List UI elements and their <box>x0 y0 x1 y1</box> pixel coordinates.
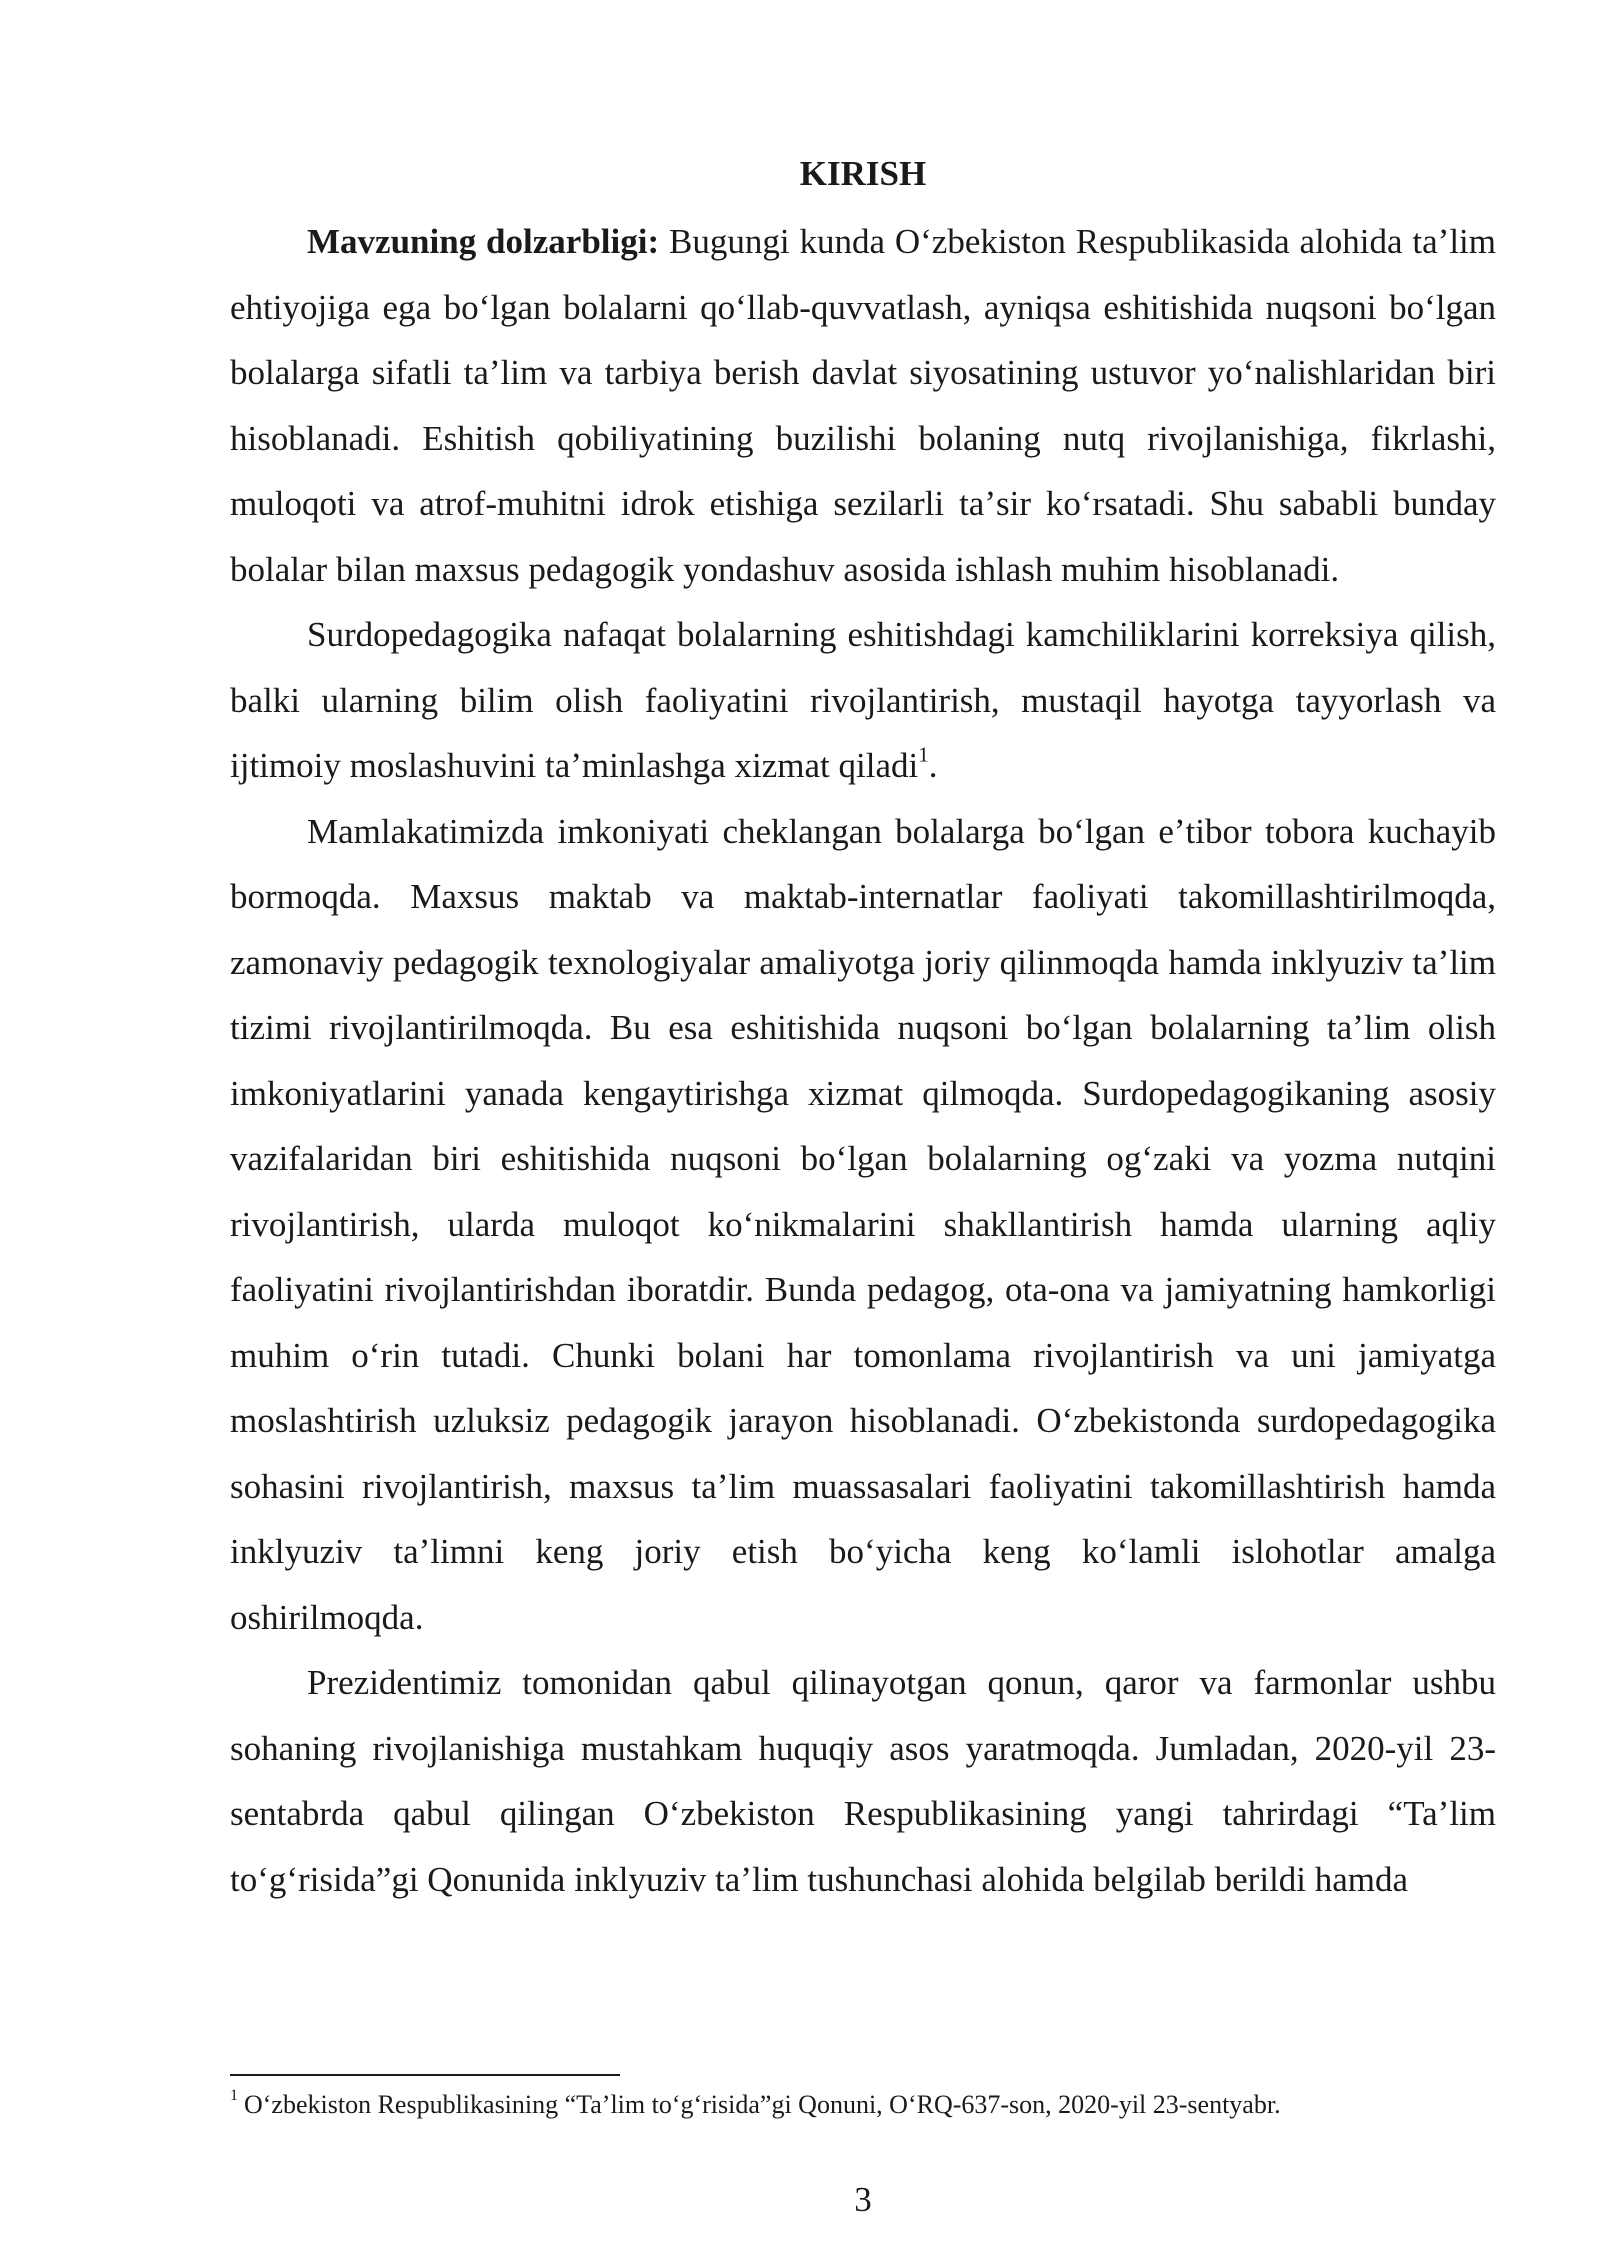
paragraph-surdopedagogy <box>230 602 1496 799</box>
paragraph-national-attention <box>230 799 1496 1651</box>
paragraph-text-end: . <box>928 746 938 785</box>
footnote-reference[interactable]: 1 <box>918 742 929 767</box>
body-text <box>230 209 1496 1912</box>
footnote-separator <box>230 2074 620 2076</box>
paragraph-relevance <box>230 209 1496 602</box>
paragraph-text: Prezidentimiz tomonidan qabul qilinayotgan qonun, qaror va farmonlar ushbu sohaning rivojlanishiga mustahkam huquqiy asos yaratmoqda. Jumladan, 2020-yil 23-sentabrda qabul qilingan Oʻzbekiston Respublikasining yangi tahrirdagi “Taʼlim toʻgʻrisida”gi Qonunida inklyuziv taʼlim tushunchasi alohida belgilab berildi hamda <box>230 1663 1496 1899</box>
footnote-text: Oʻzbekiston Respublikasining “Taʼlim toʻgʻrisida”gi Qonuni, OʻRQ-637-son, 2020-yil 23-sentyabr. <box>244 2090 1281 2119</box>
paragraph-text: Surdopedagogika nafaqat bolalarning eshitishdagi kamchiliklarini korreksiya qilish, balki ularning bilim olish faoliyatini rivojlantirish, mustaqil hayotga tayyorlash va ijtimoiy moslashuvini taʼminlashga xizmat qiladi <box>230 615 1496 785</box>
paragraph-text: Mamlakatimizda imkoniyati cheklangan bolalarga boʻlgan eʼtibor tobora kuchayib bormoqda. Maxsus maktab va maktab-internatlar faoliyati takomillashtirilmoqda, zamonaviy pedagogik texnologiyalar amaliyotga joriy qilinmoqda hamda inklyuziv taʼlim tizimi rivojlantirilmoqda. Bu esa eshitishida nuqsoni boʻlgan bolalarning taʼlim olish imkoniyatlarini yanada kengaytirishga xizmat qilmoqda. Surdopedagogikaning asosiy vazifalaridan biri eshitishida nuqsoni boʻlgan bolalarning ogʻzaki va yozma nutqini rivojlantirish, ularda muloqot koʻnikmalarini shakllantirish hamda ularning aqliy faoliyatini rivojlantirishdan iboratdir. Bunda pedagog, ota-ona va jamiyatning hamkorligi muhim oʻrin tutadi. Chunki bolani har tomonlama rivojlantirish va uni jamiyatga moslashtirish uzluksiz pedagogik jarayon hisoblanadi. Oʻzbekistonda surdopedagogika sohasini rivojlantirish, maxsus taʼlim muassasalari faoliyatini takomillashtirish hamda inklyuziv taʼlimni keng joriy etish boʻyicha keng koʻlamli islohotlar amalga oshirilmoqda. <box>230 811 1496 1637</box>
paragraph-legal-basis <box>230 1650 1496 1912</box>
paragraph-lead-label: Mavzuning dolzarbligi: <box>307 222 660 261</box>
footnote <box>230 2087 1496 2123</box>
section-heading: KIRISH <box>799 154 927 193</box>
paragraph-text: Bugungi kunda Oʻzbekiston Respublikasida alohida taʼlim ehtiyojiga ega boʻlgan bolalarni qoʻllab-quvvatlash, ayniqsa eshitishida nuqsoni boʻlgan bolalarga sifatli taʼlim va tarbiya berish davlat siyosatining ustuvor yoʻnalishlaridan biri hisoblanadi. Eshitish qobiliyatining buzilishi bolaning nutq rivojlanishiga, fikrlashi, muloqoti va atrof-muhitni idrok etishiga sezilarli taʼsir koʻrsatadi. Shu sababli bunday bolalar bilan maxsus pedagogik yondashuv asosida ishlash muhim hisoblanadi. <box>230 222 1497 589</box>
footnote-marker: 1 <box>230 2087 238 2105</box>
page-number: 3 <box>854 2180 872 2219</box>
